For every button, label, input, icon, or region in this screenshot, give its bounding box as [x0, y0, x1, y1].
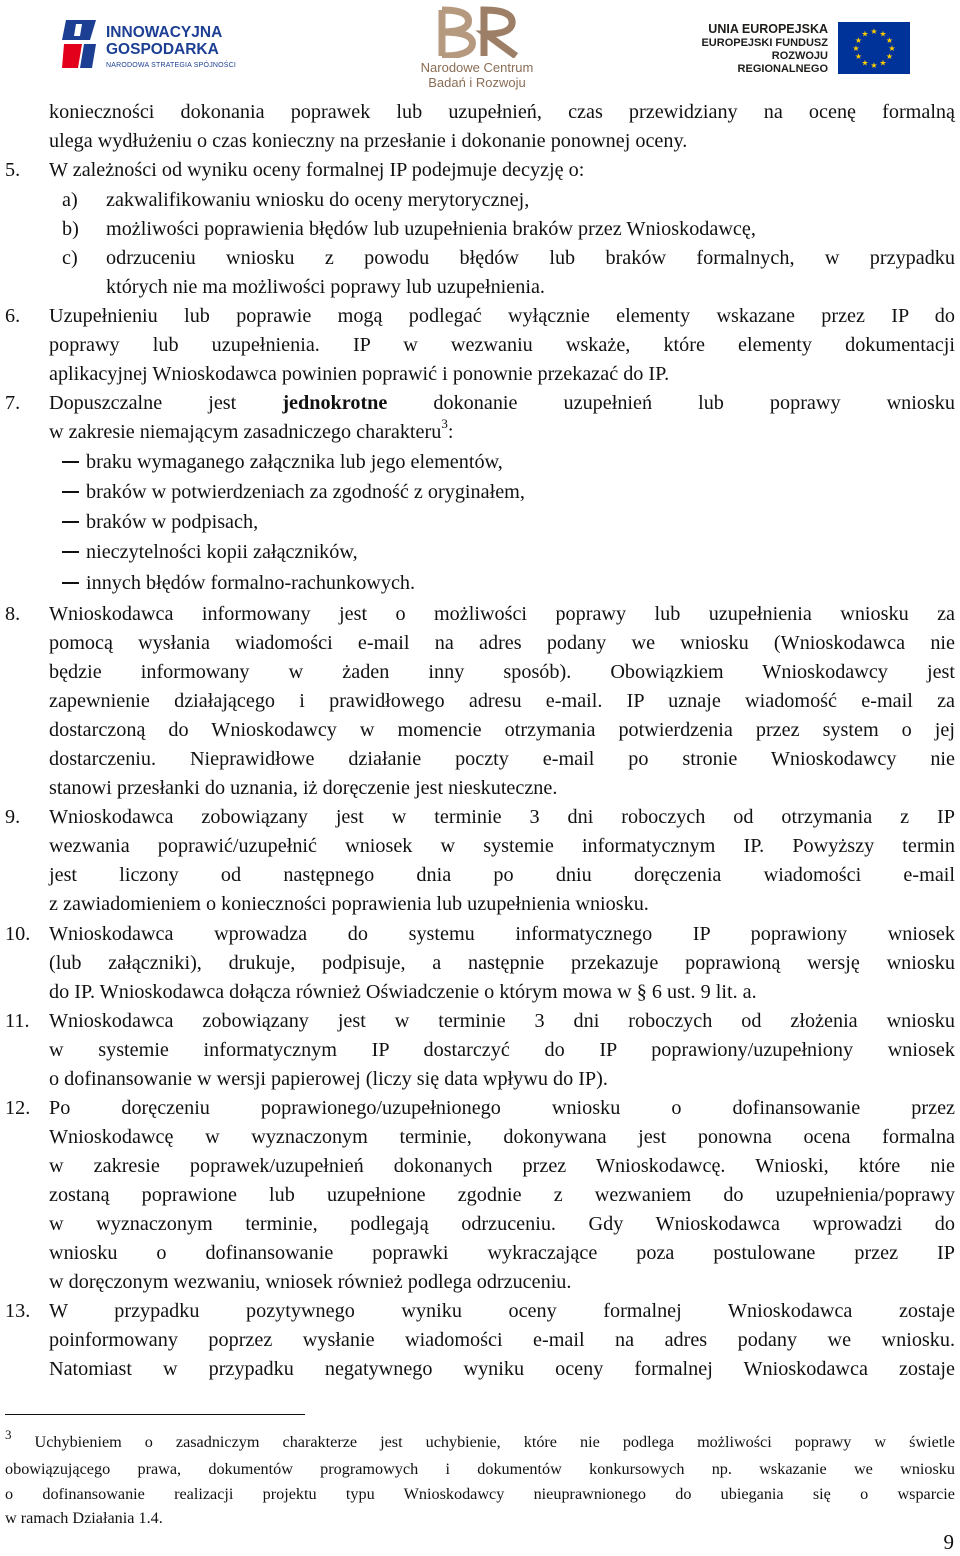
- body-line: (lub załączniki), drukuje, podpisuje, a następnie przekazuje poprawioną wersję wniosku: [49, 952, 955, 974]
- body-line: w zakresie niemającym zasadniczego charakteru$^3$:: [49, 416, 454, 443]
- eu-flag-icon: [838, 22, 910, 74]
- eu-logo: [682, 22, 932, 78]
- ncbr-logo: [412, 6, 542, 94]
- footnote-line: $^3$ Uchybieniem o zasadniczym charakterze jest uchybienie, które nie podlega możliwości poprawy w świetle: [5, 1426, 955, 1451]
- list-number: 11.: [5, 1010, 30, 1032]
- ig-logo-text: INNOWACYJNA GOSPODARKA: [106, 24, 223, 58]
- svg-text:★: ★: [854, 52, 863, 61]
- body-line: konieczności dokonania poprawek lub uzupełnień, czas przewidziany na ocenę formalną: [49, 101, 955, 123]
- body-line: pomocą wysłania wiadomości e-mail na adres podany we wniosku (Wnioskodawca nie: [49, 632, 955, 654]
- body-line: z zawiadomieniem o konieczności poprawienia lub uzupełnienia wniosku.: [49, 893, 649, 915]
- svg-text:★: ★: [852, 44, 860, 53]
- body-line: Wnioskodawca wprowadza do systemu informatycznego IP poprawiony wniosek: [49, 923, 955, 945]
- body-line: Po doręczeniu poprawionego/uzupełnionego wniosku o dofinansowanie przez: [49, 1097, 955, 1119]
- body-line: zapewnienie działającego i prawidłowego adresu e-mail. IP uznaje wiadomość e-mail za: [49, 690, 955, 712]
- footnote-separator: [5, 1414, 305, 1415]
- body-line: aplikacyjnej Wnioskodawca powinien poprawić i ponownie przekazać do IP.: [49, 363, 670, 385]
- sublist-item: których nie ma możliwości poprawy lub uzupełnienia.: [106, 276, 545, 298]
- svg-text:★: ★: [861, 29, 869, 39]
- body-line: Wnioskodawca zobowiązany jest w terminie 3 dni roboczych od otrzymania z IP: [49, 806, 955, 828]
- body-line: W przypadku pozytywnego wyniku oceny formalnej Wnioskodawca zostaje: [49, 1300, 955, 1322]
- ncbr-logo-text: Narodowe Centrum Badań i Rozwoju: [420, 60, 534, 90]
- body-line: w zakresie poprawek/uzupełnień dokonanych przez Wnioskodawcę. Wnioski, które nie: [49, 1155, 955, 1177]
- body-line: Wnioskodawcę w wyznaczonym terminie, dokonywana jest ponowna ocena formalna: [49, 1126, 955, 1148]
- sublist-item: możliwości poprawienia błędów lub uzupełnienia braków przez Wnioskodawcę,: [106, 218, 756, 240]
- svg-text:★: ★: [879, 58, 887, 68]
- body-line: Wnioskodawca zobowiązany jest w terminie 3 dni roboczych od złożenia wniosku: [49, 1010, 955, 1032]
- bullet-item: innych błędów formalno-rachunkowych.: [86, 572, 416, 594]
- body-line: wniosku o dofinansowanie poprawki wykraczające poza postulowane przez IP: [49, 1242, 955, 1264]
- bullet-dash: [62, 461, 79, 463]
- bullet-item: nieczytelności kopii załączników,: [86, 541, 358, 563]
- list-number: 8.: [5, 603, 21, 625]
- sublist-label: c): [62, 247, 78, 269]
- body-line: dostarczoną do Wnioskodawcy w momencie otrzymania potwierdzenia przez system o jej: [49, 719, 955, 741]
- body-line: dostarczeniu. Nieprawidłowe działanie poczty e-mail po stronie Wnioskodawcy nie: [49, 748, 955, 770]
- body-line: stanowi przesłanki do uznania, iż doręczenie jest nieskuteczne.: [49, 777, 558, 799]
- body-line: poprawy lub uzupełnienia. IP w wezwaniu wskaże, które elementy dokumentacji: [49, 334, 955, 356]
- bullet-item: braków w podpisach,: [86, 511, 259, 533]
- svg-text:★: ★: [870, 27, 878, 36]
- bullet-dash: [62, 582, 79, 584]
- bullet-dash: [62, 551, 79, 553]
- list-number: 12.: [5, 1097, 31, 1119]
- list-number: 10.: [5, 923, 31, 945]
- svg-text:★: ★: [854, 36, 863, 45]
- body-line: Uzupełnieniu lub poprawie mogą podlegać wyłącznie elementy wskazane przez IP do: [49, 305, 955, 327]
- body-line: jest liczony od następnego dnia po dniu doręczenia wiadomości e-mail: [49, 864, 955, 886]
- list-number: 5.: [5, 159, 21, 181]
- page-number: 9: [943, 1530, 954, 1554]
- footnote-line: obowiązującego prawa, dokumentów programowych i dokumentów konkursowych np. wskazanie we wniosku: [5, 1460, 955, 1478]
- list-number: 6.: [5, 305, 21, 327]
- body-line: o dofinansowanie w wersji papierowej (liczy się data wpływu do IP).: [49, 1068, 608, 1090]
- body-line: Natomiast w przypadku negatywnego wyniku oceny formalnej Wnioskodawca zostaje: [49, 1358, 955, 1380]
- body-line: w systemie informatycznym IP dostarczyć do IP poprawiony/uzupełniony wniosek: [49, 1039, 955, 1061]
- body-line: będzie informowany w żaden inny sposób). Obowiązkiem Wnioskodawcy jest: [49, 661, 955, 683]
- ig-logo-mark-icon: [62, 18, 98, 70]
- bullet-dash: [62, 521, 79, 523]
- body-line: ulega wydłużeniu o czas konieczny na przesłanie i dokonanie ponownej oceny.: [49, 130, 688, 152]
- sublist-label: a): [62, 189, 78, 211]
- ig-logo-subtitle: NARODOWA STRATEGIA SPÓJNOŚCI: [106, 62, 237, 69]
- body-line: do IP. Wnioskodawca dołącza również Oświadczenie o którym mowa w § 6 ust. 9 lit. a.: [49, 981, 757, 1003]
- footnote-line: w ramach Działania 1.4.: [5, 1509, 163, 1527]
- innowacyjna-gospodarka-logo: [62, 16, 262, 80]
- sublist-label: b): [62, 218, 79, 240]
- svg-text:★: ★: [879, 29, 887, 39]
- footnote-reference: 3: [441, 416, 448, 432]
- list-number: 9.: [5, 806, 21, 828]
- svg-text:★: ★: [888, 44, 896, 53]
- svg-text:★: ★: [885, 52, 894, 61]
- svg-text:★: ★: [861, 58, 869, 68]
- svg-text:★: ★: [870, 61, 878, 70]
- ncbr-br-monogram-icon: [428, 6, 524, 58]
- emphasis-jednokrotne: jednokrotne: [282, 392, 388, 414]
- body-line: zostaną poprawione lub uzupełnione zgodnie z wezwaniem do uzupełnienia/poprawy: [49, 1184, 955, 1206]
- bullet-dash: [62, 491, 79, 493]
- list-number: 13.: [5, 1300, 31, 1322]
- sublist-item: odrzuceniu wniosku z powodu błędów lub braków formalnych, w przypadku: [106, 247, 955, 269]
- body-line: wezwania poprawić/uzupełnić wniosek w systemie informatycznym IP. Powyższy termin: [49, 835, 955, 857]
- bullet-item: braków w potwierdzeniach za zgodność z oryginałem,: [86, 481, 525, 503]
- list-number: 7.: [5, 392, 21, 414]
- sublist-item: zakwalifikowaniu wniosku do oceny merytorycznej,: [106, 189, 530, 211]
- body-line: W zależności od wyniku oceny formalnej IP podejmuje decyzję o:: [49, 159, 585, 181]
- bullet-item: braku wymaganego załącznika lub jego elementów,: [86, 451, 503, 473]
- body-line: poinformowany poprzez wysłanie wiadomości e-mail na adres podany we wniosku.: [49, 1329, 955, 1351]
- body-line: Dopuszczalne jest jednokrotne dokonanie uzupełnień lub poprawy wniosku: [49, 392, 955, 414]
- body-line: w wyznaczonym terminie, podlegają odrzuceniu. Gdy Wnioskodawca wprowadzi do: [49, 1213, 955, 1235]
- eu-logo-text: UNIA EUROPEJSKA EUROPEJSKI FUNDUSZ ROZWOJU REGIONALNEGO: [701, 22, 828, 75]
- footnote-mark: 3: [5, 1426, 12, 1442]
- page-header: [0, 0, 960, 96]
- footnote-line: o dofinansowanie realizacji projektu typu Wnioskodawcy nieuprawnionego do ubiegania się o wsparcie: [5, 1485, 955, 1503]
- svg-text:★: ★: [885, 36, 894, 45]
- body-line: w doręczonym wezwaniu, wniosek również podlega odrzuceniu.: [49, 1271, 572, 1293]
- body-line: Wnioskodawca informowany jest o możliwości poprawy lub uzupełnienia wniosku za: [49, 603, 955, 625]
